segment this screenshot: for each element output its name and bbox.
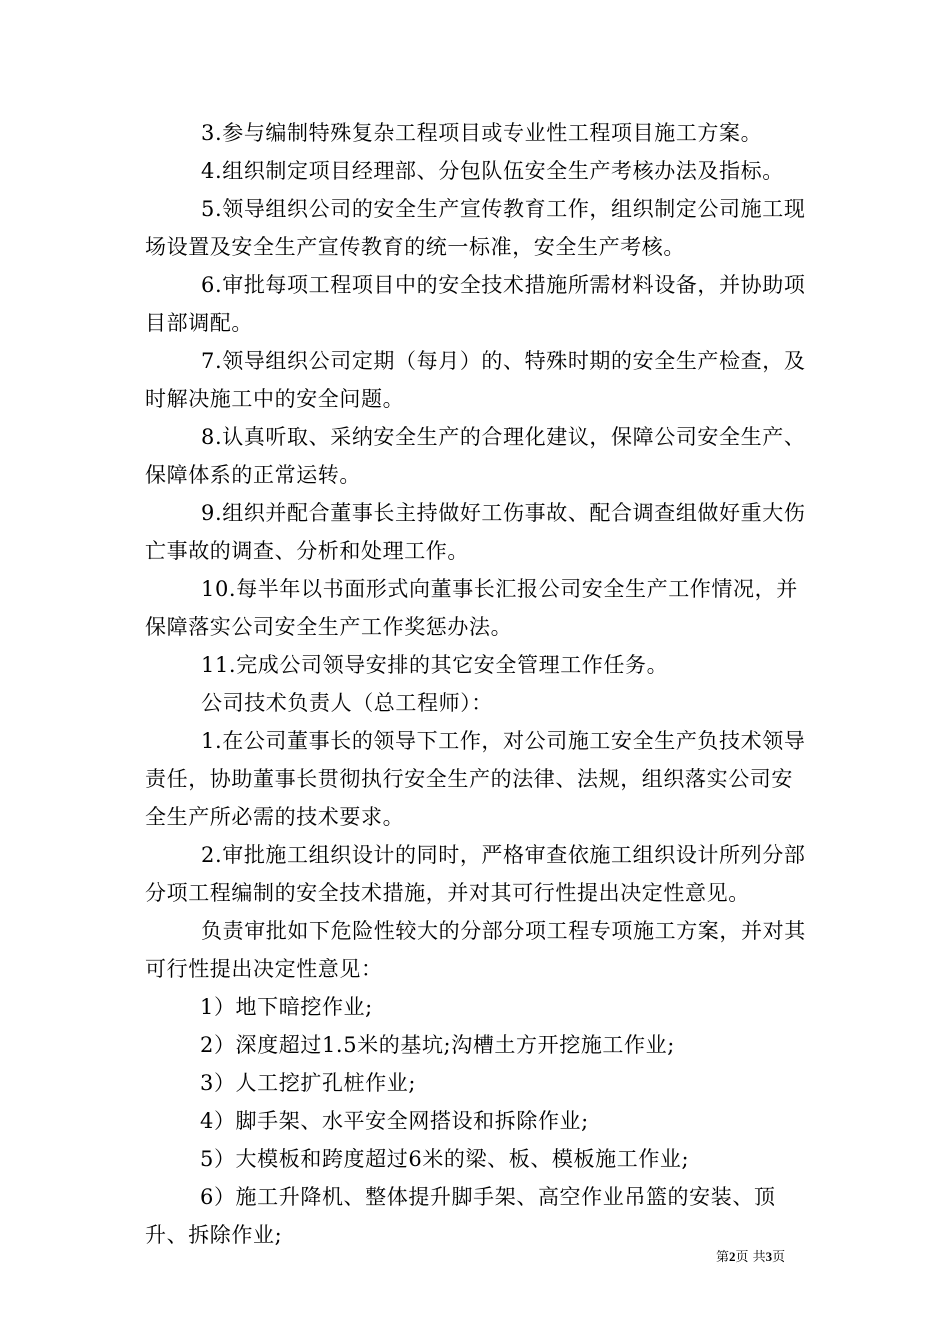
list-item-3: 3）人工挖扩孔桩作业; — [200, 1071, 417, 1095]
paragraph-item-7: 7.领导组织公司定期（每月）的、特殊时期的安全生产检查，及时解决施工中的安全问题。 — [145, 349, 806, 411]
footer-suffix: 页 — [772, 1250, 786, 1265]
paragraph-item-9: 9.组织并配合董事长主持做好工伤事故、配合调查组做好重大伤亡事故的调查、分析和处理工作。 — [145, 501, 806, 563]
paragraph-item-3: 3.参与编制特殊复杂工程项目或专业性工程项目施工方案。 — [201, 121, 763, 145]
section-heading-chief-engineer: 公司技术负责人（总工程师）： — [201, 691, 493, 715]
list-item-2: 2）深度超过1.5米的基坑;沟槽土方开挖施工作业; — [200, 1033, 675, 1057]
list-item-4: 4）脚手架、水平安全网搭设和拆除作业; — [200, 1109, 589, 1133]
document-body — [145, 114, 810, 1254]
paragraph-item-4: 4.组织制定项目经理部、分包队伍安全生产考核办法及指标。 — [201, 159, 784, 183]
paragraph-item-6: 6.审批每项工程项目中的安全技术措施所需材料设备，并协助项目部调配。 — [145, 273, 806, 335]
page-footer — [716, 1249, 785, 1266]
footer-prefix: 第 — [716, 1250, 730, 1265]
list-item-6: 6）施工升降机、整体提升脚手架、高空作业吊篮的安装、顶升、拆除作业; — [145, 1185, 776, 1247]
total-page-number: 3 — [765, 1249, 773, 1264]
list-item-1: 1）地下暗挖作业; — [200, 995, 373, 1019]
paragraph-engineer-item-2: 2.审批施工组织设计的同时，严格审查依施工组织设计所列分部分项工程编制的安全技术措施，并对其可行性提出决定性意见。 — [145, 843, 806, 905]
footer-middle: 页 共 — [735, 1250, 766, 1265]
paragraph-item-10: 10.每半年以书面形式向董事长汇报公司安全生产工作情况，并保障落实公司安全生产工作奖惩办法。 — [145, 577, 798, 639]
paragraph-item-8: 8.认真听取、采纳安全生产的合理化建议，保障公司安全生产、保障体系的正常运转。 — [145, 425, 806, 487]
paragraph-item-11: 11.完成公司领导安排的其它安全管理工作任务。 — [201, 653, 669, 677]
paragraph-item-5: 5.领导组织公司的安全生产宣传教育工作，组织制定公司施工现场设置及安全生产宣传教育的统一标准，安全生产考核。 — [145, 197, 806, 259]
paragraph-approval-intro: 负责审批如下危险性较大的分部分项工程专项施工方案，并对其可行性提出决定性意见： — [145, 919, 806, 981]
paragraph-engineer-item-1: 1.在公司董事长的领导下工作，对公司施工安全生产负技术领导责任，协助董事长贯彻执行安全生产的法律、法规，组织落实公司安全生产所必需的技术要求。 — [145, 729, 806, 829]
list-item-5: 5）大模板和跨度超过6米的梁、板、模板施工作业; — [200, 1147, 690, 1171]
current-page-number: 2 — [729, 1249, 736, 1264]
